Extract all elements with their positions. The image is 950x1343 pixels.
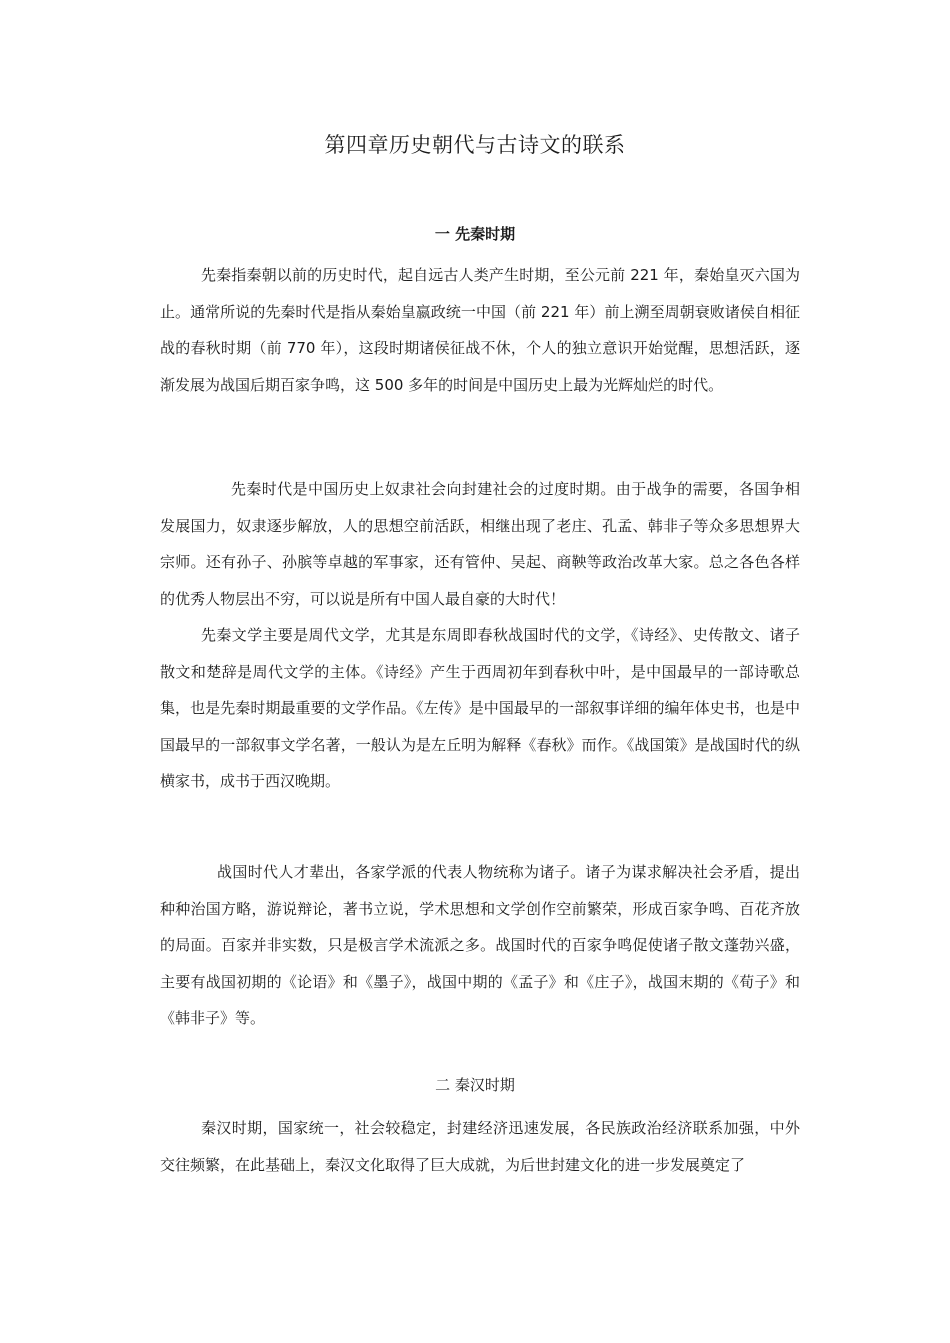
paragraph-pre-qin-definition: 先秦指秦朝以前的历史时代，起自远古人类产生时期，至公元前 221 年，秦始皇灭六国为止。通常所说的先秦时代是指从秦始皇嬴政统一中国（前 221 年）前上溯至周朝衰败诸侯自相征战的春秋时期（前 770 年），这段时期诸侯征战不休，个人的独立意识开始觉醒，思想活跃，逐渐发展为战国后期百家争鸣，这 500 多年的时间是中国历史上最为光辉灿烂的时代。: [160, 266, 800, 394]
paragraph-qin-han-overview: 秦汉时期，国家统一，社会较稳定，封建经济迅速发展，各民族政治经济联系加强，中外交往频繁，在此基础上，秦汉文化取得了巨大成就，为后世封建文化的进一步发展奠定了: [160, 1119, 800, 1174]
section-heading-pre-qin: 一 先秦时期: [434, 225, 516, 243]
paragraph-warring-states-philosophers: 战国时代人才辈出，各家学派的代表人物统称为诸子。诸子为谋求解决社会矛盾，提出种种治国方略，游说辩论，著书立说，学术思想和文学创作空前繁荣，形成百家争鸣、百花齐放的局面。百家并非实数，只是极言学术流派之多。战国时代的百家争鸣促使诸子散文蓬勃兴盛，主要有战国初期的《论语》和《墨子》，战国中期的《孟子》和《庄子》，战国末期的《荀子》和《韩非子》等。: [160, 863, 800, 1027]
section-heading-qin-han: 二 秦汉时期: [435, 1076, 515, 1094]
paragraph-pre-qin-literature: 先秦文学主要是周代文学，尤其是东周即春秋战国时代的文学，《诗经》、史传散文、诸子散文和楚辞是周代文学的主体。《诗经》产生于西周初年到春秋中叶，是中国最早的一部诗歌总集，也是先秦时期最重要的文学作品。《左传》是中国最早的一部叙事详细的编年体史书，也是中国最早的一部叙事文学名著，一般认为是左丘明为解释《春秋》而作。《战国策》是战国时代的纵横家书，成书于西汉晚期。: [160, 626, 800, 790]
paragraph-pre-qin-transition: 先秦时代是中国历史上奴隶社会向封建社会的过度时期。由于战争的需要，各国争相发展国力，奴隶逐步解放，人的思想空前活跃，相继出现了老庄、孔孟、韩非子等众多思想界大宗师。还有孙子、孙膑等卓越的军事家，还有管仲、吴起、商鞅等政治改革大家。总之各色各样的优秀人物层出不穷，可以说是所有中国人最自豪的大时代！: [160, 480, 800, 608]
chapter-title: 第四章历史朝代与古诗文的联系: [324, 133, 626, 157]
